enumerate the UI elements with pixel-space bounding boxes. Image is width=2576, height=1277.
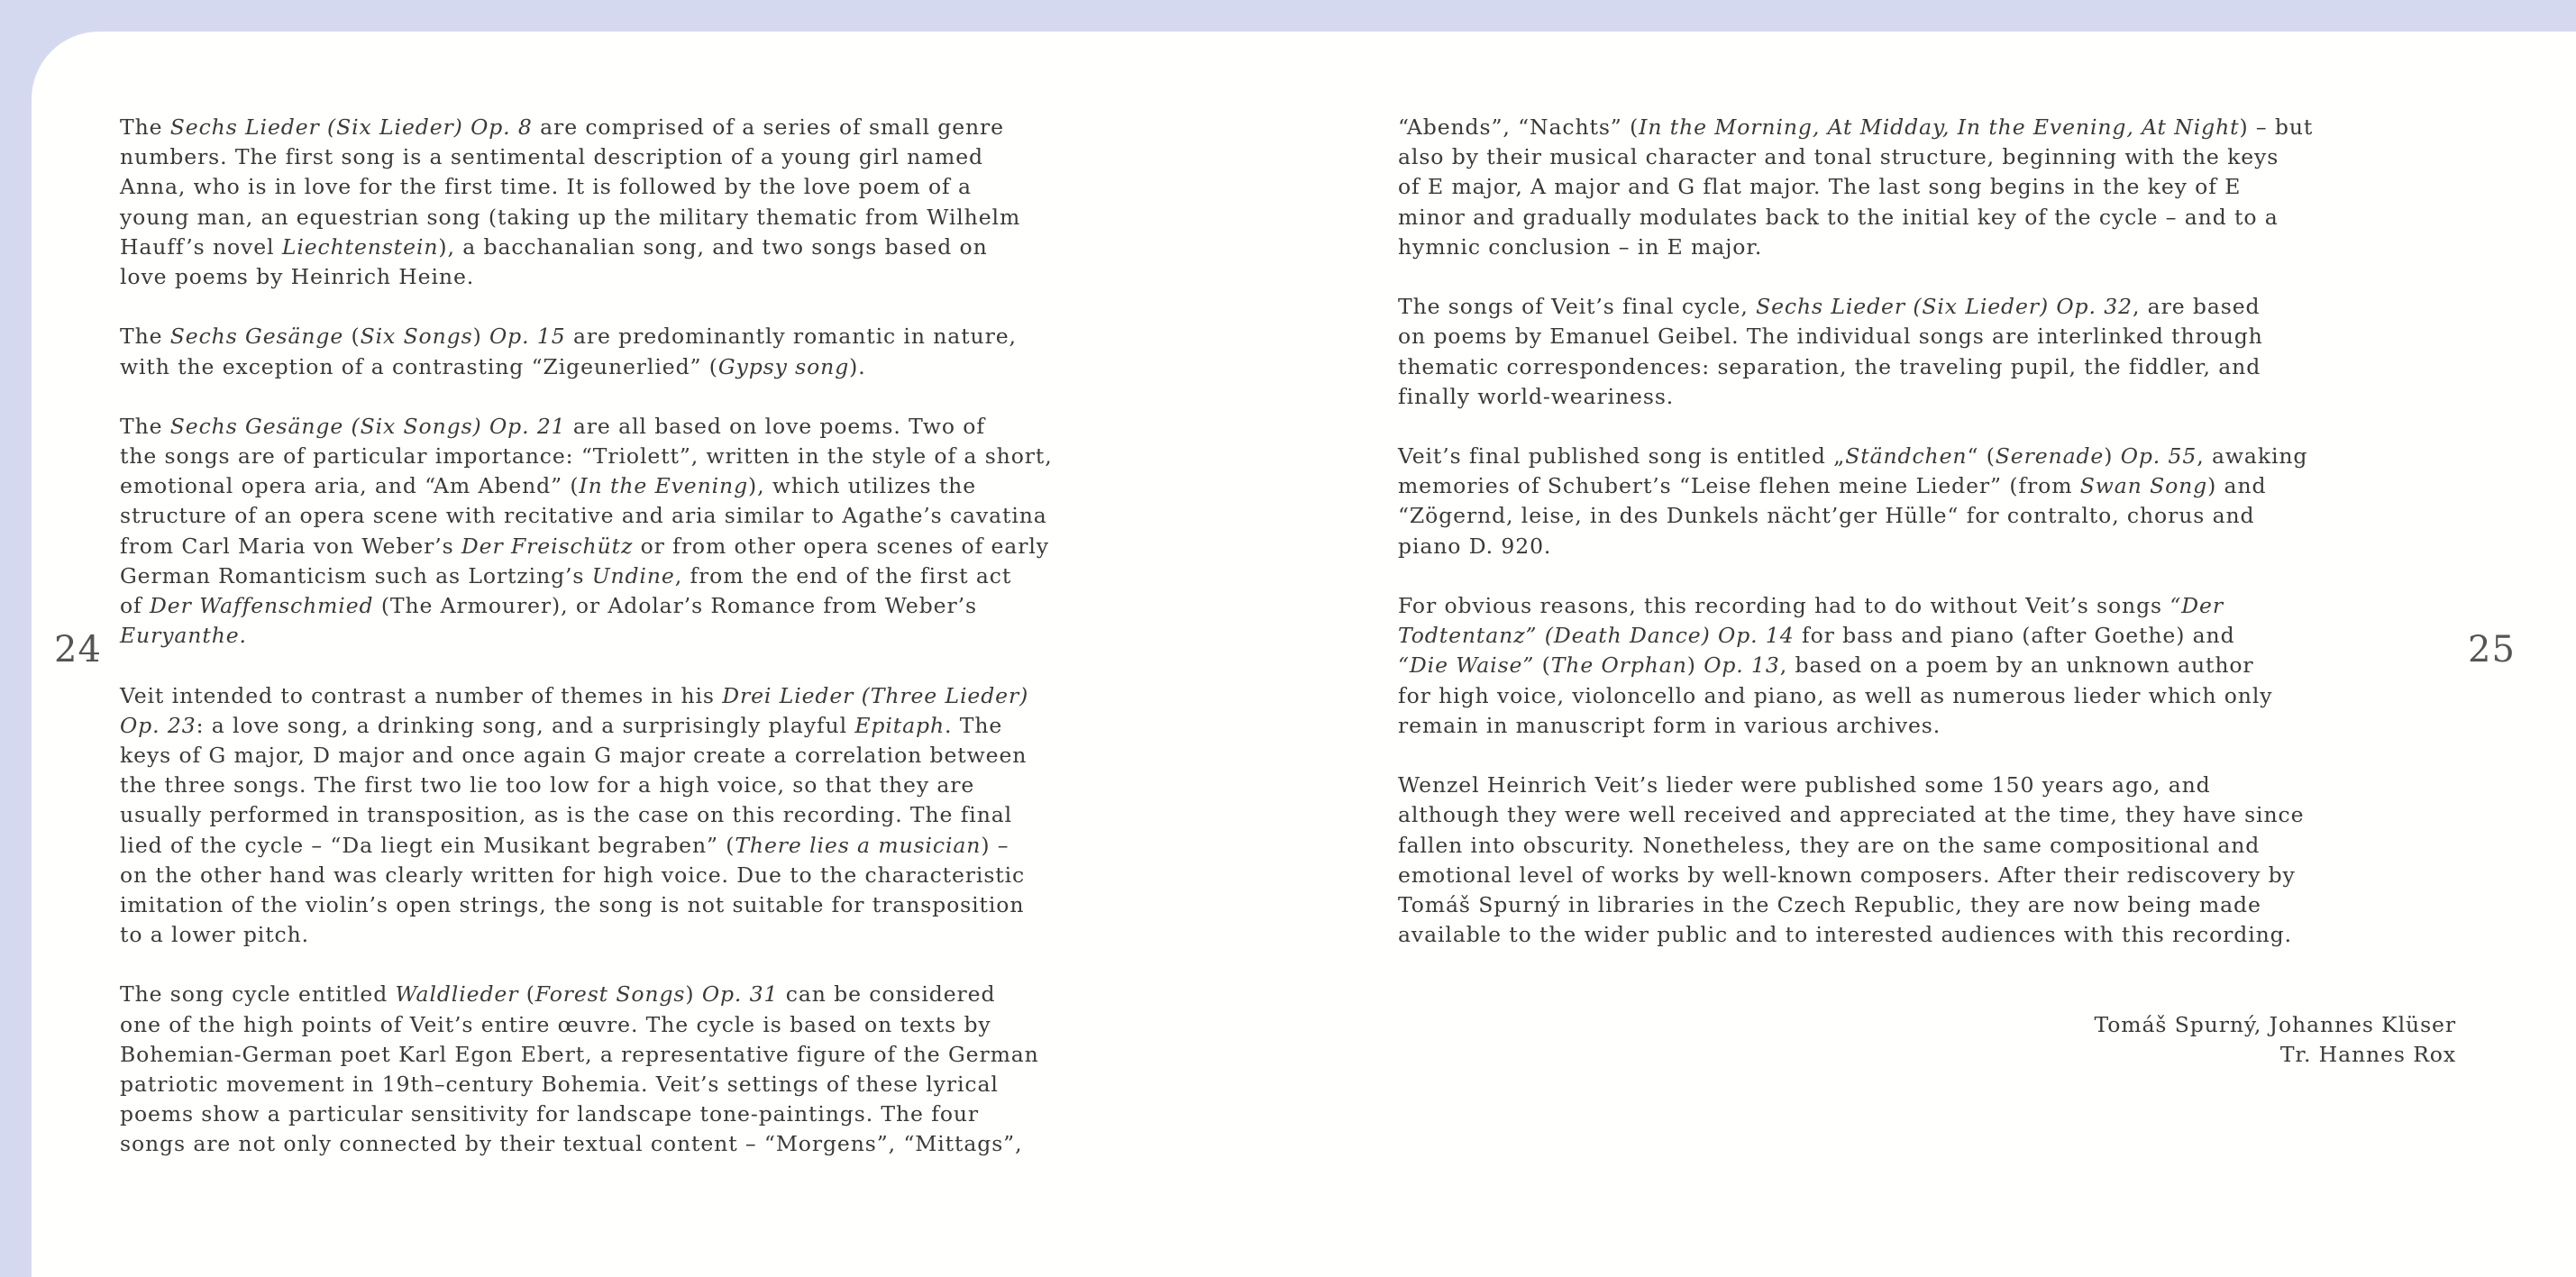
text-run: usually performed in transposition, as is the case on this recording. The final xyxy=(120,802,1013,828)
italic-title: “Der xyxy=(2170,593,2224,618)
text-run: The xyxy=(120,114,170,140)
text-line xyxy=(1398,142,2462,172)
italic-title: Six Songs xyxy=(360,324,473,350)
text-line xyxy=(120,532,1201,561)
text-line xyxy=(1398,532,2462,561)
text-line xyxy=(120,711,1201,741)
text-run: structure of an opera scene with recitative and aria similar to Agathe’s cavatina xyxy=(120,503,1047,529)
text-run: Anna, who is in love for the first time. It is followed by the love poem of a xyxy=(120,174,972,200)
blank-line xyxy=(120,950,1201,980)
text-run: : a love song, a drinking song, and a surprisingly playful xyxy=(196,712,855,738)
italic-title: Der Waffenschmied xyxy=(150,593,374,618)
blank-line xyxy=(120,292,1201,322)
text-line xyxy=(120,322,1201,351)
text-run: emotional opera aria, and “Am Abend” ( xyxy=(120,473,580,499)
text-run: of E major, A major and G flat major. The last song begins in the key of E xyxy=(1398,174,2242,200)
signature-authors: Tomáš Spurný, Johannes Klüser xyxy=(2094,1011,2456,1037)
italic-title: There lies a musician xyxy=(735,832,982,858)
text-line xyxy=(1398,352,2462,382)
text-run: Veit intended to contrast a number of themes in his xyxy=(120,682,723,708)
italic-title: Euryanthe. xyxy=(120,623,247,649)
text-line xyxy=(1398,890,2462,920)
blank-line xyxy=(1398,262,2462,292)
italic-title: Op. 23 xyxy=(120,712,196,738)
italic-title: Sechs Lieder (Six Lieder) Op. 8 xyxy=(169,114,533,140)
text-line xyxy=(1398,800,2462,830)
text-run: (The Armourer), or Adolar’s Romance from Weber’s xyxy=(373,593,977,618)
blank-line xyxy=(1398,980,2462,1009)
text-run: fallen into obscurity. Nonetheless, they are on the same compositional and xyxy=(1398,832,2261,858)
page-number-left: 24 xyxy=(54,629,102,670)
blank-line xyxy=(1398,561,2462,591)
text-run: with the exception of a contrasting “Zigeunerlied” ( xyxy=(120,353,718,379)
text-line xyxy=(120,113,1201,142)
text-run: The xyxy=(120,413,170,439)
text-line xyxy=(1398,920,2462,950)
text-run: songs are not only connected by their textual content – “Morgens”, “Mittags”, xyxy=(120,1131,1023,1157)
text-run: For obvious reasons, this recording had to do without Veit’s songs xyxy=(1398,593,2170,618)
text-line xyxy=(1398,711,2462,741)
text-run: , are based xyxy=(2132,294,2261,320)
text-run: . The xyxy=(945,712,1003,738)
italic-title: Swan Song xyxy=(2079,473,2208,499)
text-line xyxy=(120,412,1201,442)
text-run: “Abends”, “Nachts” ( xyxy=(1398,114,1640,140)
text-line xyxy=(120,1099,1201,1129)
text-line xyxy=(1398,861,2462,890)
text-run: ) – xyxy=(981,832,1009,858)
text-run: for high voice, violoncello and piano, as well as numerous lieder which only xyxy=(1398,682,2273,708)
text-run: for bass and piano (after Goethe) and xyxy=(1794,623,2235,649)
text-line xyxy=(120,980,1201,1009)
text-run: young man, an equestrian song (taking up the military thematic from Wilhelm xyxy=(120,204,1021,230)
text-run: ) and xyxy=(2207,473,2267,499)
text-line xyxy=(120,172,1201,202)
text-line xyxy=(120,831,1201,861)
text-line xyxy=(120,771,1201,800)
text-line xyxy=(1398,203,2462,233)
text-line xyxy=(1398,292,2462,322)
text-run: love poems by Heinrich Heine. xyxy=(120,263,475,289)
text-line xyxy=(1398,442,2462,471)
text-run: hymnic conclusion – in E major. xyxy=(1398,233,1763,260)
text-line xyxy=(120,442,1201,471)
text-run: patriotic movement in 19th–century Bohemia. Veit’s settings of these lyrical xyxy=(120,1072,999,1097)
text-line xyxy=(120,890,1201,920)
text-run: The xyxy=(120,324,170,350)
text-line xyxy=(1398,681,2462,711)
text-run: The songs of Veit’s final cycle, xyxy=(1398,294,1757,320)
text-run: poems show a particular sensitivity for landscape tone-paintings. The four xyxy=(120,1101,980,1127)
text-line xyxy=(120,471,1201,501)
text-run: keys of G major, D major and once again G major create a correlation between xyxy=(120,742,1028,768)
text-run: imitation of the violin’s open strings, the song is not suitable for transposition xyxy=(120,891,1025,917)
blank-line xyxy=(120,382,1201,412)
text-line xyxy=(1398,591,2462,621)
text-run: on the other hand was clearly written for high voice. Due to the characteristic xyxy=(120,862,1026,888)
text-line xyxy=(120,1070,1201,1099)
text-run: , based on a poem by an unknown author xyxy=(1779,652,2254,679)
italic-title: Epitaph xyxy=(854,712,945,738)
text-line xyxy=(1398,233,2462,262)
text-line xyxy=(120,741,1201,771)
text-run: emotional level of works by well-known composers. After their rediscovery by xyxy=(1398,862,2296,888)
text-line xyxy=(1398,322,2462,351)
signature-block xyxy=(1398,1010,2462,1070)
right-page-text xyxy=(1398,113,2462,1070)
text-run: are all based on love poems. Two of xyxy=(565,413,985,439)
page-number-right: 25 xyxy=(2468,629,2516,670)
italic-title: Sechs Gesänge (Six Songs) Op. 21 xyxy=(169,413,566,439)
text-run: memories of Schubert’s “Leise flehen meine Lieder” (from xyxy=(1398,473,2080,499)
text-run: piano D. 920. xyxy=(1398,533,1552,559)
text-run: although they were well received and appreciated at the time, they have since xyxy=(1398,802,2305,828)
text-run: from Carl Maria von Weber’s xyxy=(120,533,461,559)
text-run: Veit’s final published song is entitled „ xyxy=(1398,443,1846,470)
text-run: German Romanticism such as Lortzing’s xyxy=(120,562,592,588)
text-line xyxy=(120,681,1201,711)
text-run: also by their musical character and tonal structure, beginning with the keys xyxy=(1398,144,2279,170)
text-line xyxy=(120,800,1201,830)
text-line xyxy=(1398,113,2462,142)
text-run: are comprised of a series of small genre xyxy=(532,114,1004,140)
text-run: the three songs. The first two lie too low for a high voice, so that they are xyxy=(120,772,975,798)
text-line xyxy=(1398,651,2462,680)
text-run: minor and gradually modulates back to the initial key of the cycle – and to a xyxy=(1398,204,2279,230)
italic-title: In the Morning, At Midday, In the Evening, At Night xyxy=(1639,114,2240,140)
italic-title: Op. 13 xyxy=(1704,652,1780,679)
text-run: ( xyxy=(518,981,535,1008)
italic-title: Serenade xyxy=(1995,443,2105,470)
italic-title: Forest Songs xyxy=(534,981,686,1008)
italic-title: Ständchen xyxy=(1845,443,1968,470)
blank-line xyxy=(1398,950,2462,980)
text-run: ) xyxy=(472,324,490,350)
text-line xyxy=(1398,771,2462,800)
text-line xyxy=(1398,172,2462,202)
text-line xyxy=(120,561,1201,591)
text-run: Wenzel Heinrich Veit’s lieder were published some 150 years ago, and xyxy=(1398,772,2211,798)
italic-title: Op. 55 xyxy=(2120,443,2197,470)
text-run: Hauff’s novel xyxy=(120,233,282,260)
text-run: ) – but xyxy=(2239,114,2314,140)
text-line xyxy=(1398,382,2462,412)
italic-title: Todtentanz” (Death Dance) Op. 14 xyxy=(1398,623,1795,649)
text-run: , awaking xyxy=(2197,443,2308,470)
text-run: ) xyxy=(2104,443,2121,470)
italic-title: Waldlieder xyxy=(395,981,519,1008)
text-line xyxy=(120,920,1201,950)
italic-title: Op. 31 xyxy=(701,981,779,1008)
text-line xyxy=(120,591,1201,621)
italic-title: “Die Waise” xyxy=(1398,652,1535,679)
text-run: finally world-weariness. xyxy=(1398,383,1675,409)
text-run: lied of the cycle – “Da liegt ein Musikant begraben” ( xyxy=(120,832,735,858)
text-line xyxy=(1398,621,2462,651)
text-run: ), which utilizes the xyxy=(748,473,977,499)
text-run: Bohemian-German poet Karl Egon Ebert, a representative figure of the German xyxy=(120,1041,1039,1067)
italic-title: Sechs Gesänge xyxy=(169,324,344,350)
text-line xyxy=(120,621,1201,651)
italic-title: Undine xyxy=(591,562,675,588)
text-run: remain in manuscript form in various archives. xyxy=(1398,712,1941,738)
text-line xyxy=(120,203,1201,233)
italic-title: Der Freischütz xyxy=(461,533,634,559)
italic-title: Liechtenstein xyxy=(281,233,439,260)
italic-title: Gypsy song xyxy=(717,353,850,379)
text-run: ) xyxy=(1686,652,1704,679)
text-line xyxy=(120,1040,1201,1070)
text-line xyxy=(1398,501,2462,531)
italic-title: In the Evening xyxy=(579,473,749,499)
italic-title: Sechs Lieder (Six Lieder) Op. 32 xyxy=(1756,294,2133,320)
text-run: The song cycle entitled xyxy=(120,981,396,1008)
text-line xyxy=(120,142,1201,172)
text-run: to a lower pitch. xyxy=(120,922,310,948)
text-line xyxy=(120,861,1201,890)
italic-title: Drei Lieder (Three Lieder) xyxy=(722,682,1029,708)
text-run: of xyxy=(120,593,151,618)
text-run: ( xyxy=(1534,652,1551,679)
text-run: numbers. The first song is a sentimental description of a young girl named xyxy=(120,144,983,170)
text-run: available to the wider public and to interested audiences with this recording. xyxy=(1398,922,2292,948)
text-run: ), a bacchanalian song, and two songs based on xyxy=(438,233,988,260)
text-line xyxy=(1398,831,2462,861)
text-run: “ ( xyxy=(1967,443,1996,470)
text-run: , from the end of the first act xyxy=(674,562,1012,588)
blank-line xyxy=(120,651,1201,680)
text-line xyxy=(1398,471,2462,501)
text-run: or from other opera scenes of early xyxy=(633,533,1049,559)
text-line xyxy=(120,1129,1201,1159)
text-run: the songs are of particular importance: “Triolett”, written in the style of a short, xyxy=(120,443,1053,470)
left-page-text xyxy=(120,113,1201,1160)
text-line xyxy=(120,233,1201,262)
text-run: one of the high points of Veit’s entire œuvre. The cycle is based on texts by xyxy=(120,1011,991,1037)
text-run: thematic correspondences: separation, the traveling pupil, the fiddler, and xyxy=(1398,353,2261,379)
text-line xyxy=(120,501,1201,531)
text-run: ) xyxy=(685,981,702,1008)
text-run: are predominantly romantic in nature, xyxy=(565,324,1017,350)
italic-title: Op. 15 xyxy=(489,324,566,350)
text-run: “Zögernd, leise, in des Dunkels nächt’ger Hülle“ for contralto, chorus and xyxy=(1398,503,2255,529)
text-line xyxy=(120,1010,1201,1040)
text-line xyxy=(120,352,1201,382)
blank-line xyxy=(1398,741,2462,771)
text-run: Tomáš Spurný in libraries in the Czech Republic, they are now being made xyxy=(1398,891,2261,917)
italic-title: The Orphan xyxy=(1550,652,1687,679)
text-run: on poems by Emanuel Geibel. The individual songs are interlinked through xyxy=(1398,324,2263,350)
text-run: ). xyxy=(849,353,866,379)
text-run: ( xyxy=(343,324,361,350)
signature-translator: Tr. Hannes Rox xyxy=(2279,1041,2456,1067)
text-line xyxy=(120,262,1201,292)
text-run: can be considered xyxy=(778,981,996,1008)
blank-line xyxy=(1398,412,2462,442)
